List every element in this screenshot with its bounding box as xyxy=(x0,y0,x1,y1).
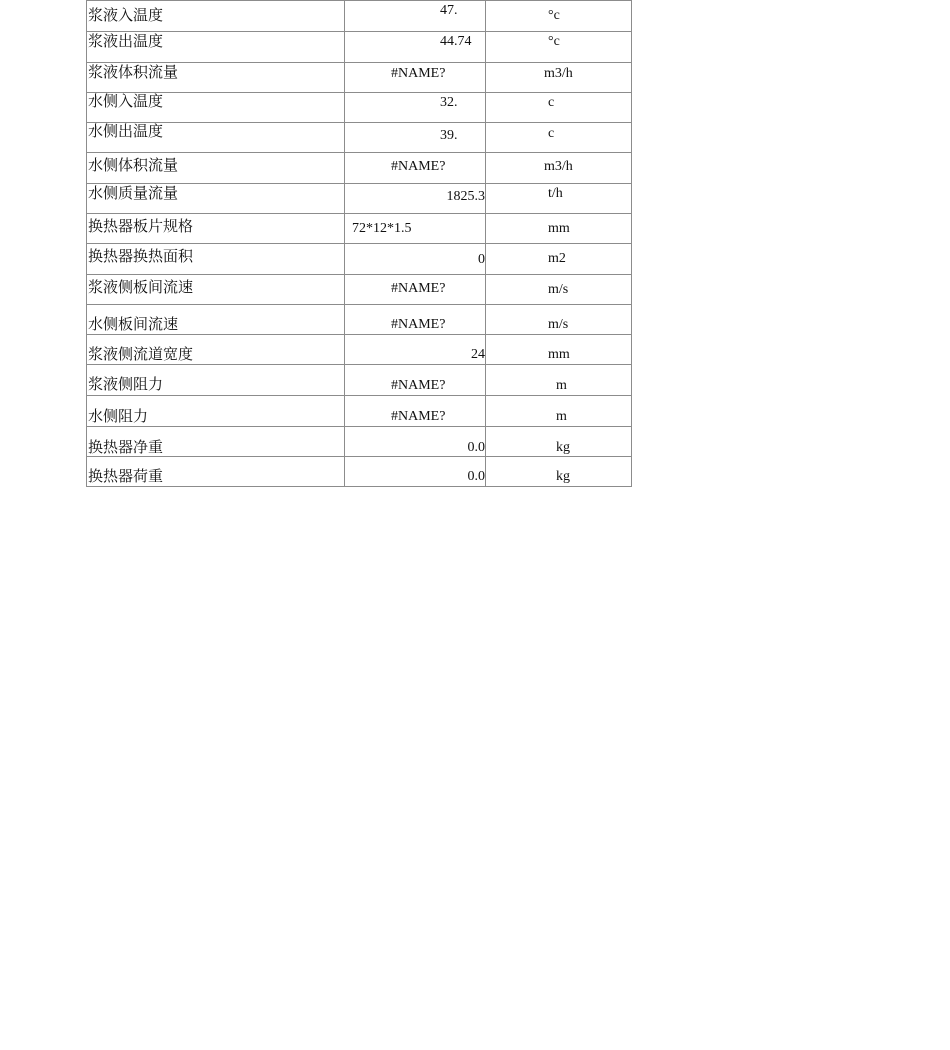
row-value-cell xyxy=(345,184,486,213)
row-value: 47. xyxy=(440,3,458,18)
row-label: 浆液侧板间流速 xyxy=(88,280,194,296)
row-value-cell xyxy=(345,153,486,183)
row-label: 水侧阻力 xyxy=(88,409,149,425)
row-unit-cell xyxy=(486,184,631,213)
row-label: 水侧入温度 xyxy=(88,94,164,110)
row-unit: kg xyxy=(556,440,570,455)
row-unit: m3/h xyxy=(544,159,573,174)
row-value: 44.74 xyxy=(440,34,472,49)
row-label: 浆液侧阻力 xyxy=(88,377,164,393)
row-label-cell xyxy=(87,1,345,31)
table-row xyxy=(86,457,632,487)
row-unit-cell xyxy=(486,244,631,274)
row-label: 换热器换热面积 xyxy=(88,249,194,265)
row-unit-cell xyxy=(486,365,631,395)
row-value-cell xyxy=(345,123,486,152)
row-unit-cell xyxy=(486,305,631,334)
row-unit: °c xyxy=(548,34,560,49)
row-unit-cell xyxy=(486,32,631,62)
row-label-cell xyxy=(87,32,345,62)
row-unit-cell xyxy=(486,63,631,92)
row-value: 1825.3 xyxy=(446,189,485,204)
row-value: 39. xyxy=(440,128,458,143)
table-row xyxy=(86,365,632,396)
table-row xyxy=(86,335,632,365)
row-value-cell xyxy=(345,275,486,304)
row-value: 32. xyxy=(440,95,458,110)
row-value-cell xyxy=(345,244,486,274)
row-value: #NAME? xyxy=(391,409,446,424)
table-row xyxy=(86,244,632,275)
row-unit: kg xyxy=(556,469,570,484)
row-value-cell xyxy=(345,365,486,395)
row-value-cell xyxy=(345,93,486,122)
row-value-cell xyxy=(345,305,486,334)
row-label-cell xyxy=(87,457,345,486)
table-row xyxy=(86,63,632,93)
row-unit-cell xyxy=(486,427,631,456)
row-value: #NAME? xyxy=(391,317,446,332)
row-label: 浆液入温度 xyxy=(88,8,164,24)
row-value: #NAME? xyxy=(391,378,446,393)
table-row xyxy=(86,305,632,335)
row-value-cell xyxy=(345,457,486,486)
row-unit-cell xyxy=(486,396,631,426)
row-value: 0.0 xyxy=(467,469,485,484)
row-label-cell xyxy=(87,184,345,213)
row-label-cell xyxy=(87,244,345,274)
table-row xyxy=(86,184,632,214)
row-unit: °c xyxy=(548,8,560,23)
row-label: 水侧出温度 xyxy=(88,124,164,140)
row-label-cell xyxy=(87,123,345,152)
row-label: 换热器荷重 xyxy=(88,469,164,485)
row-unit: m xyxy=(556,409,567,424)
table-row xyxy=(86,214,632,244)
row-label: 水侧板间流速 xyxy=(88,317,179,333)
row-label-cell xyxy=(87,275,345,304)
row-value-cell xyxy=(345,214,486,243)
row-unit: c xyxy=(548,95,555,110)
row-unit: mm xyxy=(548,221,570,236)
row-value: #NAME? xyxy=(391,281,446,296)
row-value: #NAME? xyxy=(391,159,446,174)
row-unit: m2 xyxy=(548,251,566,266)
row-label: 换热器净重 xyxy=(88,440,164,456)
row-value: 24 xyxy=(471,347,485,362)
row-value: 72*12*1.5 xyxy=(352,221,412,236)
row-unit-cell xyxy=(486,93,631,122)
row-label: 浆液侧流道宽度 xyxy=(88,347,194,363)
row-unit-cell xyxy=(486,153,631,183)
row-label-cell xyxy=(87,335,345,364)
heat-exchanger-table xyxy=(86,0,632,487)
table-row xyxy=(86,427,632,457)
table-row xyxy=(86,275,632,305)
row-unit: m3/h xyxy=(544,66,573,81)
row-label-cell xyxy=(87,153,345,183)
row-label: 浆液出温度 xyxy=(88,34,164,50)
row-unit: m xyxy=(556,378,567,393)
row-value: #NAME? xyxy=(391,66,446,81)
row-value-cell xyxy=(345,1,486,31)
row-value-cell xyxy=(345,32,486,62)
row-value: 0.0 xyxy=(467,440,485,455)
table-row xyxy=(86,32,632,63)
row-label-cell xyxy=(87,63,345,92)
row-label-cell xyxy=(87,214,345,243)
row-value-cell xyxy=(345,427,486,456)
row-label-cell xyxy=(87,427,345,456)
row-label-cell xyxy=(87,365,345,395)
table-row xyxy=(86,93,632,123)
row-label: 浆液体积流量 xyxy=(88,65,179,81)
row-unit: mm xyxy=(548,347,570,362)
row-value-cell xyxy=(345,335,486,364)
row-unit-cell xyxy=(486,214,631,243)
row-label: 水侧质量流量 xyxy=(88,186,179,202)
row-unit-cell xyxy=(486,1,631,31)
row-unit-cell xyxy=(486,275,631,304)
row-label-cell xyxy=(87,93,345,122)
row-unit: t/h xyxy=(548,186,563,201)
table-row xyxy=(86,153,632,184)
row-label-cell xyxy=(87,396,345,426)
row-unit: m/s xyxy=(548,317,569,332)
row-value: 0 xyxy=(478,252,485,267)
table-row xyxy=(86,396,632,427)
row-value-cell xyxy=(345,63,486,92)
row-unit: m/s xyxy=(548,282,569,297)
row-unit: c xyxy=(548,126,555,141)
row-label-cell xyxy=(87,305,345,334)
table-row xyxy=(86,123,632,153)
row-value-cell xyxy=(345,396,486,426)
row-unit-cell xyxy=(486,335,631,364)
table-row xyxy=(86,0,632,32)
row-unit-cell xyxy=(486,457,631,486)
row-label: 换热器板片规格 xyxy=(88,219,194,235)
row-unit-cell xyxy=(486,123,631,152)
row-label: 水侧体积流量 xyxy=(88,158,179,174)
